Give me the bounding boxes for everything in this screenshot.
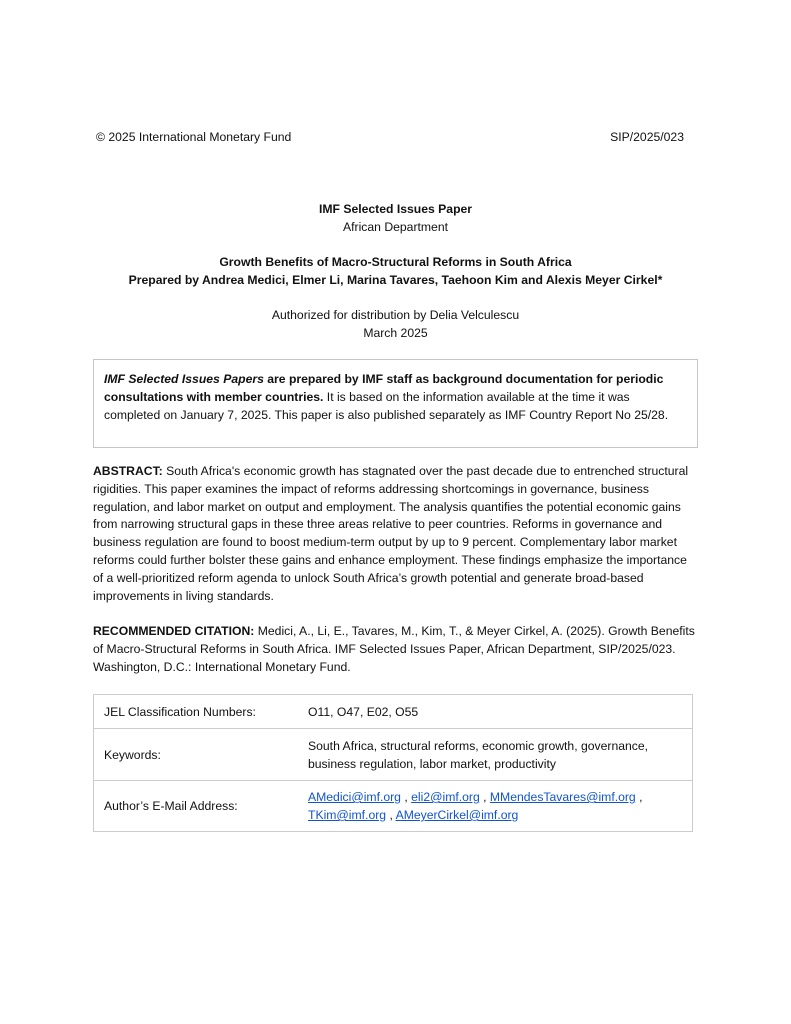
email-link-medici[interactable]: AMedici@imf.org	[308, 790, 401, 804]
recommended-citation	[93, 623, 697, 676]
email-list	[298, 781, 693, 832]
paper-code: SIP/2025/023	[610, 130, 684, 144]
email-link-li[interactable]: eli2@imf.org	[411, 790, 480, 804]
paper-title: Growth Benefits of Macro-Structural Reforms in South Africa	[219, 255, 572, 269]
department: African Department	[343, 220, 448, 234]
email-separator: ,	[639, 790, 643, 804]
jel-label: JEL Classification Numbers:	[94, 695, 299, 729]
series-title: IMF Selected Issues Paper	[318, 202, 473, 216]
disclaimer-box	[93, 359, 698, 448]
email-separator: ,	[404, 790, 408, 804]
authorized-by: Authorized for distribution by Delia Velculescu	[271, 308, 520, 322]
citation-label: RECOMMENDED CITATION:	[93, 624, 255, 638]
abstract-text: South Africa's economic growth has stagnated over the past decade due to entrenched structural rigidities. This paper examines the impact of reforms addressing shortcomings in governance, business regulation, and labor market on output and employment. The analysis quantifies the potential economic gains from narrowing structural gaps in these three areas relative to peer countries. Reforms in governance and business regulation are found to boost medium-term output by up to 9 percent. Complementary labor market reforms could further bolster these gains and enhance employment. These findings emphasize the importance of a well-prioritized reform agenda to unlock South Africa’s growth potential and generate broad-based improvements in living standards.	[93, 464, 689, 603]
email-link-tavares[interactable]: MMendesTavares@imf.org	[489, 790, 636, 804]
metadata-table	[93, 694, 693, 832]
email-link-meyer-cirkel[interactable]: AMeyerCirkel@imf.org	[395, 808, 519, 822]
abstract-label: ABSTRACT:	[93, 464, 163, 478]
email-label: Author’s E-Mail Address:	[94, 781, 299, 832]
notice-bold-text: are prepared by IMF staff as background documentation for periodic consultations with member countries.	[104, 372, 664, 404]
table-row	[94, 729, 693, 781]
email-separator: ,	[483, 790, 487, 804]
table-row	[94, 695, 693, 729]
email-link-kim[interactable]: TKim@imf.org	[308, 808, 387, 822]
jel-value: O11, O47, E02, O55	[298, 695, 693, 729]
page-header	[96, 130, 684, 145]
abstract	[93, 463, 697, 605]
email-separator: ,	[389, 808, 393, 822]
keywords-value: South Africa, structural reforms, economic growth, governance, business regulation, labor market, productivity	[298, 729, 693, 781]
prepared-by: Prepared by Andrea Medici, Elmer Li, Marina Tavares, Taehoon Kim and Alexis Meyer Cirkel*	[128, 273, 663, 287]
publication-date: March 2025	[363, 326, 428, 340]
table-row	[94, 781, 693, 832]
citation-text: Medici, A., Li, E., Tavares, M., Kim, T., & Meyer Cirkel, A. (2025). Growth Benefits of Macro-Structural Reforms in South Africa. IMF Selected Issues Paper, African Department, SIP/2025/023. Washington, D.C.: International Monetary Fund.	[93, 624, 695, 674]
notice-text: It is based on the information available at the time it was completed on January 7, 2025. This paper is also published separately as IMF Country Report No 25/28.	[104, 390, 669, 422]
notice-italic-lead: IMF Selected Issues Papers	[104, 372, 264, 386]
keywords-label: Keywords:	[94, 729, 299, 781]
copyright-notice: © 2025 International Monetary Fund	[96, 130, 292, 144]
